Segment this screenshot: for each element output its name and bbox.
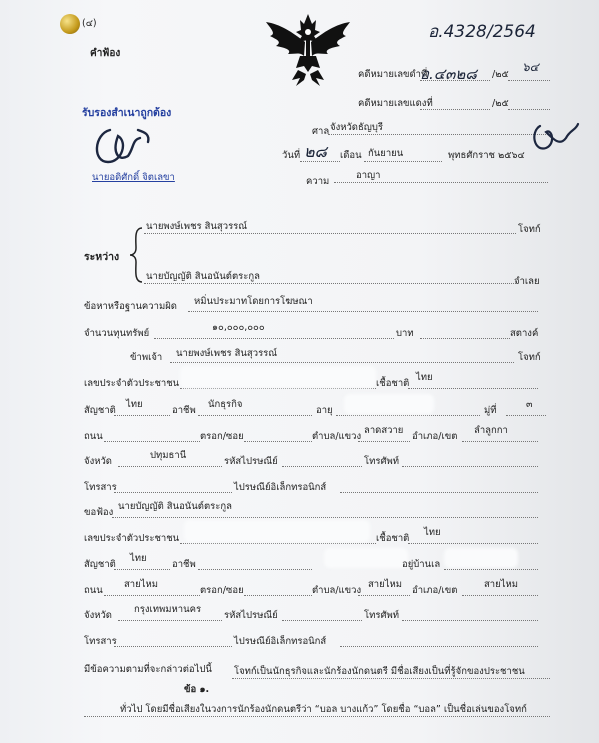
certified-copy-stamp: รับรองสำเนาถูกต้อง [82, 107, 172, 119]
amount-label: จำนวนทุนทรัพย์ [84, 328, 150, 339]
d-soi-label: ตรอก/ซอย [200, 585, 244, 596]
claim-line-1: โจทก์เป็นนักธุรกิจและนักร้องนักดนตรี มีชื่อเสียงเป็นที่รู้จักของประชาชน [234, 666, 525, 677]
d-subdistrict-value: สายไหม [368, 579, 403, 590]
d-email-label: ไปรษณีย์อิเล็กทรอนิกส์ [234, 636, 327, 647]
plaintiff-role: โจทก์ [518, 224, 541, 235]
p-province-value: ปทุมธานี [150, 450, 187, 461]
form-number: (๔) [82, 18, 97, 29]
d-subdistrict-label: ตำบล/แขวง [312, 585, 362, 596]
d-occupation-label: อาชีพ [172, 559, 196, 570]
handwritten-case-number: อ.4328/2564 [428, 22, 536, 42]
p-race-value: ไทย [416, 372, 433, 383]
redacted-defendant-age [324, 548, 408, 568]
claims-intro: มีข้อความตามที่จะกล่าวต่อไปนี้ [84, 664, 212, 675]
baht-label: บาท [396, 328, 414, 339]
d-province-label: จังหวัด [84, 610, 112, 621]
p-postcode-label: รหัสไปรษณีย์ [224, 456, 278, 467]
form-title: คำฟ้อง [90, 48, 121, 59]
sue-value: นายบัญญัติ สินอนันต์ตระกูล [118, 501, 232, 512]
d-postcode-label: รหัสไปรษณีย์ [224, 610, 278, 621]
d-race-label: เชื้อชาติ [376, 533, 410, 544]
p-subdistrict-label: ตำบล/แขวง [312, 431, 362, 442]
p-nationality-value: ไทย [126, 399, 143, 410]
i-role: โจทก์ [518, 352, 541, 363]
d-residence-label: อยู่บ้านเล [402, 559, 441, 570]
claim-line-2: ทั่วไป โดยมีชื่อเสียงในวงการนักร้องนักดนตรีว่า “บอล บางแก้ว” โดยชื่อ “บอล” เป็นชื่อเล่นของโจทก์ [120, 704, 527, 715]
d-road-value: สายไหม [124, 579, 159, 590]
charge-label: ข้อหาหรือฐานความผิด [84, 301, 177, 312]
p-district-label: อำเภอ/เขต [412, 431, 458, 442]
p-nationality-label: สัญชาติ [84, 405, 116, 416]
d-nationality-label: สัญชาติ [84, 559, 116, 570]
redacted-defendant-address [444, 548, 518, 568]
p-moo-label: มู่ที่ [484, 405, 497, 416]
p-race-label: เชื้อชาติ [376, 378, 410, 389]
brace-icon [128, 226, 144, 284]
year-label: พุทธศักราช ๒๕๖๔ [448, 150, 525, 161]
officer-name: นายอดิศักดิ์ จิตเลขา [92, 172, 175, 183]
black-case-year-handwritten: ๖๔ [522, 60, 539, 74]
case-type-label: ความ [306, 176, 330, 187]
d-phone-label: โทรศัพท์ [364, 610, 400, 621]
i-label: ข้าพเจ้า [130, 352, 163, 363]
black-case-year-suffix: /๒๕ [492, 69, 509, 80]
charge-value: หมิ่นประมาทโดยการโฆษณา [194, 296, 313, 307]
p-id-label: เลขประจำตัวประชาชน [84, 378, 180, 389]
d-district-value: สายไหม [484, 579, 519, 590]
d-nationality-value: ไทย [130, 553, 147, 564]
d-district-label: อำเภอ/เขต [412, 585, 458, 596]
red-case-year-suffix: /๒๕ [492, 98, 509, 109]
day-handwritten: ๒๘ [304, 142, 327, 161]
sue-label: ขอฟ้อง [84, 507, 114, 518]
case-type-value: อาญา [356, 170, 381, 181]
court-value: จังหวัดธัญบุรี [330, 122, 383, 133]
redacted-plaintiff-id [180, 366, 376, 388]
p-soi-label: ตรอก/ซอย [200, 431, 244, 442]
p-province-label: จังหวัด [84, 456, 112, 467]
p-occupation-value: นักธุรกิจ [208, 399, 243, 410]
month-value: กันยายน [368, 148, 404, 159]
p-occupation-label: อาชีพ [172, 405, 196, 416]
d-road-label: ถนน [84, 585, 103, 596]
defendant-role: จำเลย [514, 276, 540, 287]
d-province-value: กรุงเทพมหานคร [134, 604, 202, 615]
black-case-label: คดีหมายเลขดำที่ [358, 69, 428, 80]
d-race-value: ไทย [424, 527, 441, 538]
date-label: วันที่ [282, 150, 301, 161]
p-age-label: อายุ [316, 405, 333, 416]
garuda-emblem-icon [262, 12, 354, 90]
p-road-label: ถนน [84, 431, 103, 442]
p-district-value: ลำลูกกา [474, 425, 508, 436]
brass-pin-icon [60, 14, 80, 34]
amount-value: ๑๐,๐๐๐,๐๐๐ [212, 322, 265, 333]
p-subdistrict-value: ลาดสวาย [364, 425, 404, 436]
month-label: เดือน [340, 150, 362, 161]
p-moo-value: ๓ [526, 399, 533, 410]
d-id-label: เลขประจำตัวประชาชน [84, 533, 180, 544]
plaintiff-name: นายพงษ์เพชร สินสุวรรณ์ [146, 221, 248, 232]
black-case-number-handwritten: อ.๔๓๒๘ [420, 65, 477, 83]
satang-label: สตางค์ [510, 328, 539, 339]
p-email-label: ไปรษณีย์อิเล็กทรอนิกส์ [234, 482, 327, 493]
p-fax-label: โทรสาร [84, 482, 117, 493]
i-value: นายพงษ์เพชร สินสุวรรณ์ [176, 348, 278, 359]
defendant-name: นายบัญญัติ สินอนันต์ตระกูล [146, 271, 260, 282]
court-label: ศาล [312, 126, 330, 137]
officer-signature [88, 122, 168, 170]
clause-label: ข้อ ๑. [184, 684, 210, 695]
redacted-defendant-id [184, 520, 370, 542]
p-phone-label: โทรศัพท์ [364, 456, 400, 467]
between-label: ระหว่าง [84, 251, 120, 263]
judge-initials-mark [530, 120, 584, 156]
red-case-label: คดีหมายเลขแดงที่ [358, 98, 433, 109]
redacted-plaintiff-age [344, 394, 434, 414]
d-fax-label: โทรสาร [84, 636, 117, 647]
